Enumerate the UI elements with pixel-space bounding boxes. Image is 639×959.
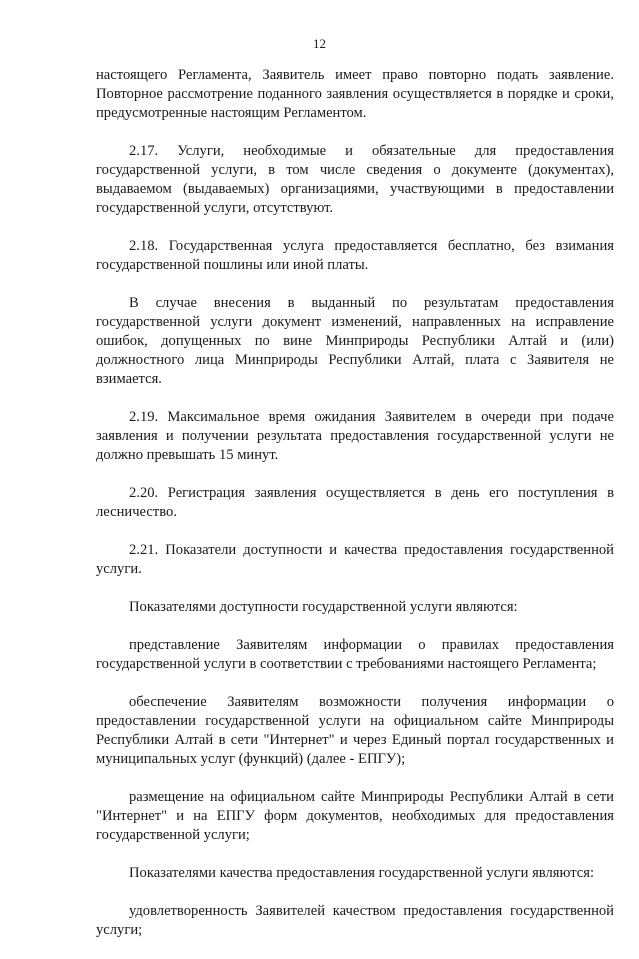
paragraph-quality-heading: Показателями качества предоставления государственной услуги являются:	[129, 865, 595, 881]
paragraph-2-17: 2.17. Услуги, необходимые и обязательные для предоставления государственной услуги, в том числе сведения о документе (документах), выдаваемом (выдаваемых) организациями, участвующими в предоставлении государственной услуги, отсутствуют.	[96, 143, 614, 216]
paragraph-accessibility-item-1: представление Заявителям информации о правилах предоставления государственной услуги в соответствии с требованиями настоящего Регламента;	[96, 637, 614, 672]
paragraph-fee-exemption: В случае внесения в выданный по результатам предоставления государственной услуги документ изменений, направленных на исправление ошибок, допущенных по вине Минприроды Республики Алтай и (или) должностного лица Минприроды Республики Алтай, плата с Заявителя не взимается.	[96, 295, 614, 387]
paragraph-2-20: 2.20. Регистрация заявления осуществляется в день его поступления в лесничество.	[96, 485, 614, 520]
page-number: 12	[313, 36, 326, 51]
paragraph-2-18: 2.18. Государственная услуга предоставляется бесплатно, без взимания государственной пошлины или иной платы.	[96, 238, 614, 273]
document-body	[96, 66, 614, 959]
paragraph-2-21: 2.21. Показатели доступности и качества предоставления государственной услуги.	[96, 542, 614, 577]
paragraph-accessibility-heading: Показателями доступности государственной услуги являются:	[129, 599, 518, 615]
paragraph-accessibility-item-2: обеспечение Заявителям возможности получения информации о предоставлении государственной услуги на официальном сайте Минприроды Республики Алтай в сети "Интернет" и через Единый портал государственных и муниципальных услуг (функций) (далее - ЕПГУ);	[96, 694, 614, 767]
paragraph-accessibility-item-3: размещение на официальном сайте Минприроды Республики Алтай в сети "Интернет" и на ЕПГУ форм документов, необходимых для предоставления государственной услуги;	[96, 789, 614, 843]
paragraph-quality-item-1: удовлетворенность Заявителей качеством предоставления государственной услуги;	[96, 903, 614, 938]
paragraph-continuation: настоящего Регламента, Заявитель имеет право повторно подать заявление. Повторное рассмотрение поданного заявления осуществляется в порядке и сроки, предусмотренные настоящим Регламентом.	[96, 67, 614, 121]
paragraph-2-19: 2.19. Максимальное время ожидания Заявителем в очереди при подаче заявления и получении результата предоставления государственной услуги не должно превышать 15 минут.	[96, 409, 614, 463]
